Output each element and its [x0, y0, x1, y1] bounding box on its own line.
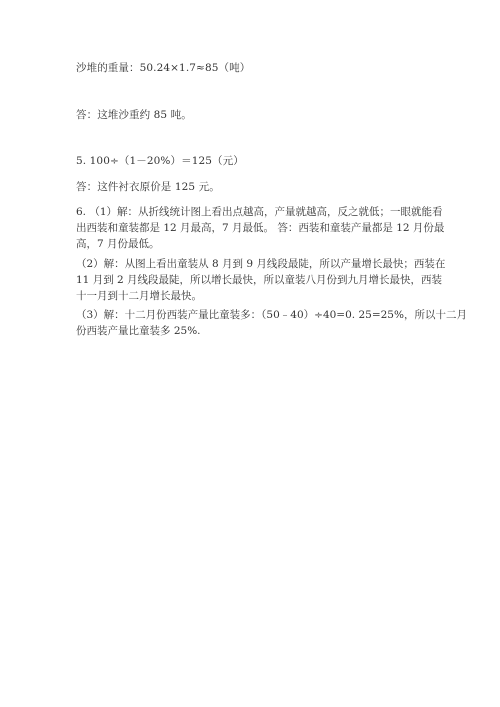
text-line: 出西装和童装都是 12 月最高，7 月最低。 答：西装和童装产量都是 12 月份最 [76, 222, 445, 234]
text-line: （3）解：十二月份西装产量比童装多：（50﹣40）÷40=0. 25=25%，所以十二月 [76, 309, 467, 321]
question-6-part-3 [76, 307, 467, 339]
text-line: 高，7 月份最低。 [76, 238, 160, 250]
question-5-calculation: 5. 100÷（1－20%）＝125（元） [76, 155, 244, 167]
text-line: 11 月到 2 月线段最陡，所以增长最快，所以童装八月份到九月增长最快，西装 [76, 274, 443, 286]
text-line: 6. （1）解：从折线统计图上看出点越高，产量就越高，反之就低；一眼就能看 [76, 206, 443, 218]
shirt-answer-line: 答：这件衬衣原价是 125 元。 [76, 181, 220, 193]
sand-weight-line: 沙堆的重量：50.24×1.7≈85（吨） [76, 62, 251, 74]
text-line: 份西装产量比童装多 25%. [76, 325, 201, 337]
sand-answer-line: 答：这堆沙重约 85 吨。 [76, 109, 192, 121]
question-6-part-2 [76, 256, 446, 304]
text-line: 十一月到十二月增长最快。 [76, 290, 202, 302]
question-6-part-1 [76, 204, 445, 252]
text-line: （2）解：从图上看出童装从 8 月到 9 月线段最陡，所以产量增长最快；西装在 [76, 258, 446, 270]
